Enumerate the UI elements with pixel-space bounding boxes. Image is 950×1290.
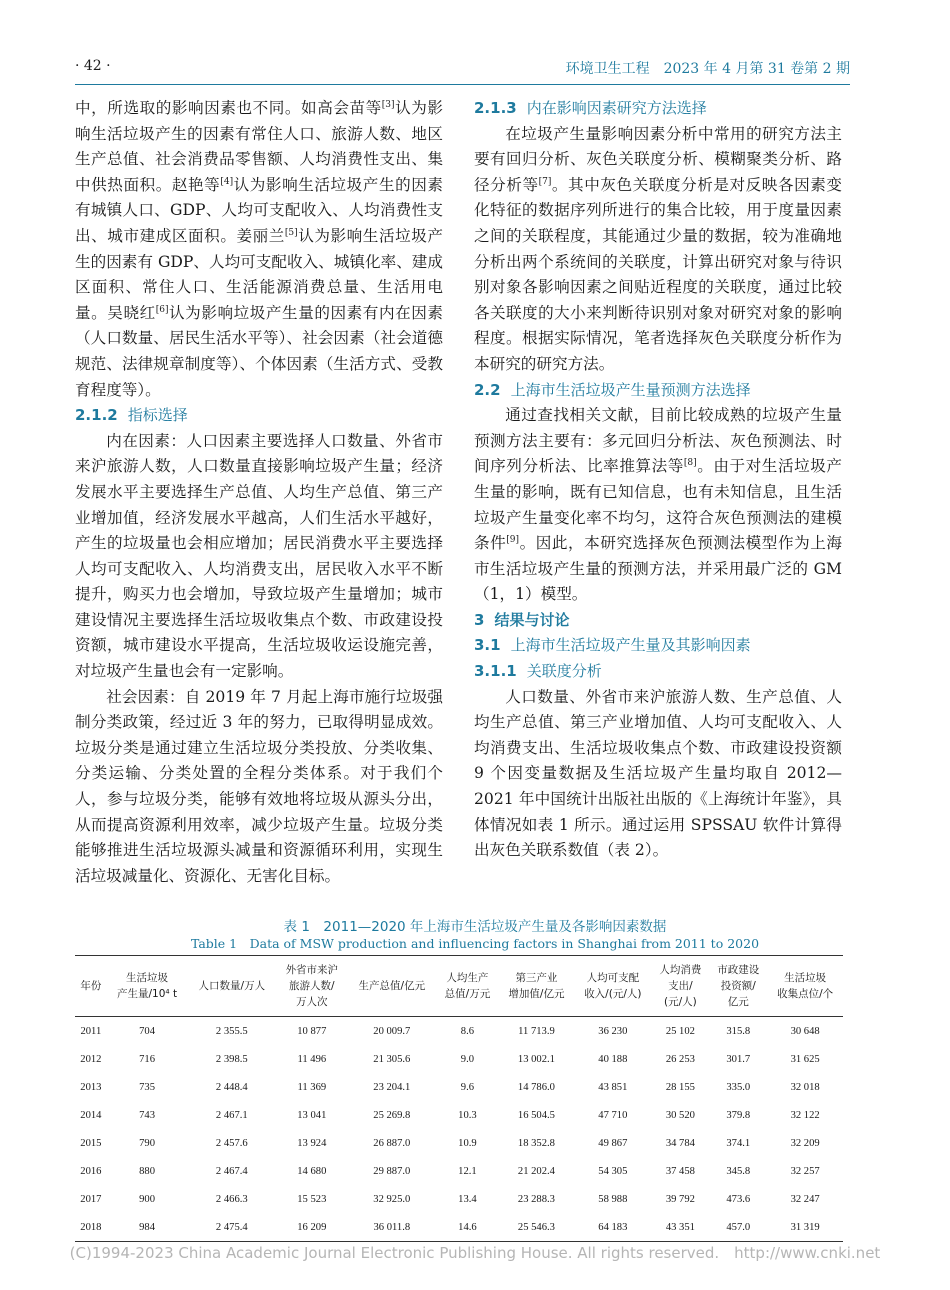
citation: [5] (284, 227, 298, 238)
table-cell: 49 867 (598, 1137, 628, 1149)
table-cell: 473.6 (726, 1193, 751, 1205)
table-cell: 2015 (80, 1137, 102, 1149)
table-cell: 10.3 (458, 1109, 477, 1121)
table-cell: 11 369 (297, 1081, 327, 1093)
section-heading-2-1-2: 2.1.2 指标选择 (75, 406, 188, 425)
table-cell: 64 183 (574, 1213, 651, 1242)
table-cell: 39 792 (665, 1193, 695, 1205)
table-cell: 30 648 (790, 1025, 820, 1037)
table-row (75, 1213, 843, 1242)
table-cell: 21 202.4 (517, 1165, 555, 1177)
table-cell: 30 520 (665, 1109, 695, 1121)
col-header: 年份 (75, 956, 107, 1017)
col-header: 生活垃圾 收集点位/个 (767, 956, 843, 1017)
citation: [4] (220, 176, 234, 187)
table-cell: 14.6 (436, 1213, 498, 1242)
table-cell: 2 466.3 (215, 1193, 248, 1205)
table-cell: 880 (139, 1165, 155, 1177)
table-row (75, 1073, 843, 1101)
table-cell: 36 011.8 (347, 1213, 436, 1242)
table-cell: 13.4 (458, 1193, 477, 1205)
table-cell: 374.1 (726, 1137, 751, 1149)
copyright-footer: (C)1994-2023 China Academic Journal Electronic Publishing House. All rights reserved. http://www.cnki.net (69, 1244, 881, 1262)
table-cell: 2 457.6 (215, 1137, 248, 1149)
table-cell: 10.9 (458, 1137, 477, 1149)
table-cell: 25 102 (665, 1025, 695, 1037)
paragraph-methods: 在垃圾产生量影响因素分析中常用的研究方法主要有回归分析、灰色关联度分析、模糊聚类分析、路径分析等[7]。其中灰色关联度分析是对反映各因素变化特征的数据序列所进行的集合比较，用于度量因素之间的关联程度，其能通过少量的数据，较为准确地分析出两个系统间的关联度，计算出研究对象与待识别对象各影响因素之间贴近程度的关联度，通过比较各关联度的大小来判断待识别对象对研究对象的影响程度。根据实际情况，笔者选择灰色关联度分析作为本研究的研究方法。 (474, 124, 842, 373)
table-cell: 32 257 (790, 1165, 820, 1177)
table-cell: 10 877 (297, 1025, 327, 1037)
table-cell: 32 122 (790, 1109, 820, 1121)
table-cell: 301.7 (726, 1053, 751, 1065)
table-cell: 735 (139, 1081, 155, 1093)
table-cell: 54 305 (598, 1165, 628, 1177)
table-cell: 26 253 (665, 1053, 695, 1065)
table-row (75, 1017, 843, 1046)
paragraph-prediction: 通过查找相关文献，目前比较成熟的垃圾产生量预测方法主要有：多元回归分析法、灰色预测法、时间序列分析法、比率推算法等[8]。由于对生活垃圾产生量的影响，既有已知信息，也有未知信息，且生活垃圾产生量变化率不均匀，这符合灰色预测法的建模条件[9]。因此，本研究选择灰色预测法模型作为上海市生活垃圾产生量的预测方法，并采用最广泛的 GM（1，1）模型。 (474, 406, 842, 604)
col-header: 人口数量/万人 (187, 956, 276, 1017)
table-cell: 40 188 (598, 1053, 628, 1065)
table-cell: 984 (107, 1213, 188, 1242)
table-cell: 43 851 (598, 1081, 628, 1093)
citation: [7] (538, 176, 552, 187)
table-cell: 2014 (80, 1109, 102, 1121)
table-cell: 13 924 (297, 1137, 327, 1149)
table-cell: 900 (139, 1193, 155, 1205)
col-header: 生产总值/亿元 (347, 956, 436, 1017)
table-cell: 2 398.5 (215, 1053, 248, 1065)
table-cell: 16 504.5 (517, 1109, 555, 1121)
table-cell: 9.0 (460, 1053, 475, 1065)
table-cell: 13 041 (297, 1109, 327, 1121)
table-cell: 43 351 (651, 1213, 709, 1242)
table-cell: 37 458 (665, 1165, 695, 1177)
header-rule (75, 84, 850, 85)
table-cell: 9.6 (460, 1081, 475, 1093)
col-header: 第三产业 增加值/亿元 (499, 956, 575, 1017)
table-cell: 14 786.0 (517, 1081, 555, 1093)
table-cell: 31 625 (790, 1053, 820, 1065)
running-header (75, 58, 850, 84)
table-cell: 2 475.4 (187, 1213, 276, 1242)
citation: [9] (506, 534, 520, 545)
citation: [3] (381, 99, 395, 110)
table-header-row (75, 956, 843, 1017)
table-cell: 457.0 (709, 1213, 767, 1242)
col-header: 人均消费 支出/ (元/人) (651, 956, 709, 1017)
table-cell: 28 155 (665, 1081, 695, 1093)
table-cell: 2018 (75, 1213, 107, 1242)
paragraph-correlation: 人口数量、外省市来沪旅游人数、生产总值、人均生产总值、第三产业增加值、人均可支配收入、人均消费支出、生活垃圾收集点个数、市政建设投资额 9 个因变量数据及生活垃圾产生量均取自 2012—2021 年中国统计出版社出版的《上海统计年鉴》，具体情况如表 1 所示。通过运用 SPSSAU 软件计算得出灰色关联系数值（表 2）。 (474, 687, 842, 860)
table-cell: 2 355.5 (215, 1025, 248, 1037)
table-cell: 2 467.1 (215, 1109, 248, 1121)
table-cell: 11 496 (297, 1053, 327, 1065)
table-cell: 32 018 (790, 1081, 820, 1093)
table-title-cn: 表 1 2011—2020 年上海市生活垃圾产生量及各影响因素数据 (283, 919, 667, 935)
table-cell: 34 784 (665, 1137, 695, 1149)
section-heading-3-1-1: 3.1.1 关联度分析 (474, 662, 602, 681)
section-heading-2-1-3: 2.1.3 内在影响因素研究方法选择 (474, 99, 707, 117)
table-cell: 23 288.3 (517, 1193, 555, 1205)
paragraph-literature: 中，所选取的影响因素也不同。如高会苗等[3]认为影响生活垃圾产生的因素有常住人口、旅游人数、地区生产总值、社会消费品零售额、人均消费性支出、集中供热面积。赵艳等[4]认为影响生活垃圾产生的因素有城镇人口、GDP、人均可支配收入、人均消费性支出、城市建成区面积。姜丽兰[5]认为影响生活垃圾产生的因素有 GDP、人均可支配收入、城镇化率、建成区面积、常住人口、生活能源消费总量、生活用电量。吴晓红[6]认为影响垃圾产生量的因素有内在因素（人口数量、居民生活水平等）、社会因素（社会道德规范、法律规章制度等）、个体因素（生活方式、受教育程度等）。 (75, 99, 443, 399)
table-cell: 16 209 (276, 1213, 347, 1242)
citation: [6] (155, 304, 169, 315)
table-cell: 21 305.6 (373, 1053, 411, 1065)
table-cell: 315.8 (726, 1025, 751, 1037)
citation: [8] (683, 458, 697, 469)
table-cell: 2 467.4 (215, 1165, 248, 1177)
left-column (75, 96, 443, 889)
table-cell: 790 (139, 1137, 155, 1149)
table-title-en: Table 1 Data of MSW production and influencing factors in Shanghai from 2011 to 2020 (190, 936, 760, 951)
col-header: 市政建设 投资额/ 亿元 (709, 956, 767, 1017)
table-cell: 2012 (80, 1053, 102, 1065)
table-cell: 31 319 (767, 1213, 843, 1242)
table-body (75, 1017, 843, 1242)
table-cell: 2013 (80, 1081, 102, 1093)
table-cell: 8.6 (460, 1025, 475, 1037)
table-cell: 335.0 (726, 1081, 751, 1093)
table-cell: 716 (139, 1053, 155, 1065)
table-row (75, 1185, 843, 1213)
table-cell: 2 448.4 (215, 1081, 248, 1093)
table-cell: 25 546.3 (499, 1213, 575, 1242)
table-cell: 20 009.7 (373, 1025, 411, 1037)
section-heading-3-1: 3.1 上海市生活垃圾产生量及其影响因素 (474, 636, 751, 655)
col-header: 人均生产 总值/万元 (436, 956, 498, 1017)
table-cell: 58 988 (598, 1193, 628, 1205)
table-cell: 32 247 (790, 1193, 820, 1205)
page-number: · 42 · (75, 58, 111, 74)
table-cell: 12.1 (458, 1165, 477, 1177)
col-header: 外省市来沪 旅游人数/ 万人次 (276, 956, 347, 1017)
table-row (75, 1101, 843, 1129)
table-row (75, 1129, 843, 1157)
table-cell: 2011 (80, 1025, 102, 1037)
table-cell: 2017 (80, 1193, 102, 1205)
table-cell: 23 204.1 (373, 1081, 411, 1093)
table-cell: 15 523 (297, 1193, 327, 1205)
table-cell: 47 710 (598, 1109, 628, 1121)
journal-citation: 环境卫生工程 2023 年 4 月第 31 卷第 2 期 (565, 61, 850, 77)
table-cell: 26 887.0 (373, 1137, 411, 1149)
table-cell: 13 002.1 (517, 1053, 555, 1065)
table-cell: 36 230 (598, 1025, 628, 1037)
table-cell: 379.8 (726, 1109, 751, 1121)
table-cell: 18 352.8 (517, 1137, 555, 1149)
table-row (75, 1045, 843, 1073)
section-heading-3: 3 结果与讨论 (474, 610, 570, 629)
table-cell: 2016 (80, 1165, 102, 1177)
paragraph-intrinsic-factors: 内在因素：人口因素主要选择人口数量、外省市来沪旅游人数，人口数量直接影响垃圾产生量；经济发展水平主要选择生产总值、人均生产总值、第三产业增加值，经济发展水平越高，人们生活水平越好，产生的垃圾量也会相应增加；居民消费水平主要选择人均可支配收入、人均消费支出，居民收入水平不断提升，购买力也会增加，导致垃圾产生量增加；城市建设情况主要选择生活垃圾收集点个数、市政建设投资额，城市建设水平提高，生活垃圾收运设施完善，对垃圾产生量也会有一定影响。 (75, 431, 443, 681)
table-cell: 11 713.9 (518, 1025, 555, 1037)
table-cell: 704 (139, 1025, 155, 1037)
section-heading-2-2: 2.2 上海市生活垃圾产生量预测方法选择 (474, 380, 751, 399)
table-cell: 345.8 (726, 1165, 751, 1177)
right-column (474, 96, 842, 864)
table-cell: 743 (139, 1109, 155, 1121)
table-cell: 29 887.0 (373, 1165, 411, 1177)
table-cell: 25 269.8 (373, 1109, 411, 1121)
table-cell: 32 209 (790, 1137, 820, 1149)
col-header: 生活垃圾 产生量/10⁴ t (107, 956, 188, 1017)
data-table (75, 955, 843, 1242)
table-cell: 32 925.0 (373, 1193, 411, 1205)
col-header: 人均可支配 收入/(元/人) (574, 956, 651, 1017)
table-row (75, 1157, 843, 1185)
table-cell: 14 680 (297, 1165, 327, 1177)
paragraph-social-factors: 社会因素：自 2019 年 7 月起上海市施行垃圾强制分类政策，经过近 3 年的努力，已取得明显成效。垃圾分类是通过建立生活垃圾分类投放、分类收集、分类运输、分类处置的全程分类体系。对于我们个人，参与垃圾分类，能够有效地将垃圾从源头分出，从而提高资源利用效率，减少垃圾产生量。垃圾分类能够推进生活垃圾源头减量和资源循环利用，实现生活垃圾减量化、资源化、无害化目标。 (75, 687, 443, 885)
